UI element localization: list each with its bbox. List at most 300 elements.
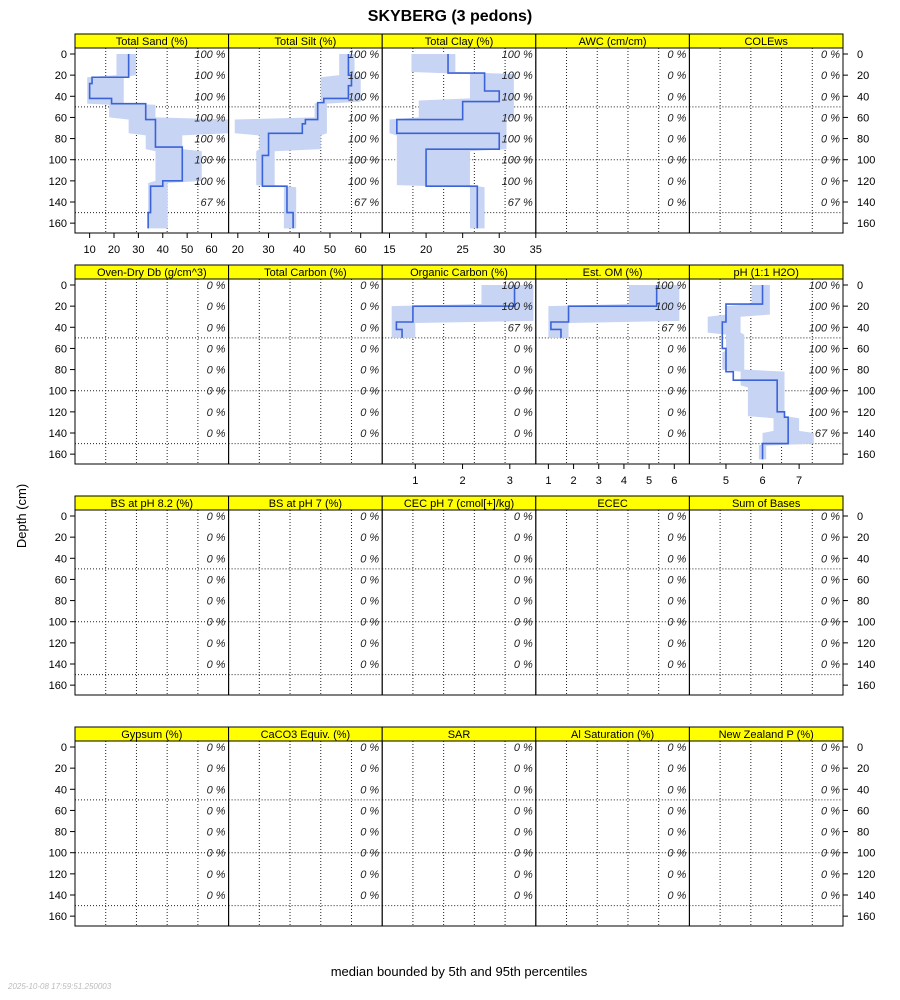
panel-title: CaCO3 Equiv. (%) — [260, 729, 351, 741]
percentile-band — [390, 54, 514, 228]
data-coverage-label: 0 % — [821, 595, 840, 608]
data-coverage-label: 0 % — [206, 826, 226, 839]
data-coverage-label: 0 % — [360, 532, 380, 545]
x-tick-label: 1 — [412, 475, 419, 487]
y-tick-label-right: 100 — [857, 847, 876, 860]
panel-frame — [229, 510, 383, 695]
data-coverage-label: 0 % — [360, 616, 380, 629]
y-tick-label-right: 20 — [857, 70, 870, 83]
y-tick-label-right: 40 — [857, 91, 870, 104]
panel-frame — [382, 510, 536, 695]
data-coverage-label: 100 % — [194, 91, 226, 104]
y-tick-label-right: 120 — [857, 868, 876, 881]
panel-4-1 — [75, 727, 229, 926]
data-coverage-label: 100 % — [194, 133, 226, 146]
data-coverage-label: 67 % — [507, 322, 533, 335]
panel-3-2 — [229, 496, 383, 695]
y-tick-label-left: 60 — [54, 343, 67, 356]
x-tick-label: 15 — [383, 244, 396, 256]
data-coverage-label: 0 % — [667, 868, 687, 881]
data-coverage-label: 0 % — [667, 91, 687, 104]
data-coverage-label: 100 % — [501, 91, 533, 104]
x-tick-label: 5 — [646, 475, 653, 487]
figure-title: SKYBERG (3 pedons) — [367, 8, 533, 25]
data-coverage-label: 100 % — [501, 133, 533, 146]
data-coverage-label: 0 % — [206, 616, 226, 629]
data-coverage-label: 0 % — [360, 322, 380, 335]
data-coverage-label: 0 % — [667, 364, 687, 377]
data-coverage-label: 0 % — [667, 553, 687, 566]
y-tick-label-left: 160 — [48, 911, 67, 924]
data-coverage-label: 100 % — [501, 49, 533, 61]
data-coverage-label: 0 % — [821, 868, 840, 881]
y-tick-label-left: 60 — [54, 805, 67, 818]
data-coverage-label: 0 % — [513, 637, 533, 650]
y-tick-label-right: 120 — [857, 637, 876, 650]
panel-title: Al Saturation (%) — [571, 729, 655, 741]
panel-3-5 — [689, 496, 843, 695]
data-coverage-label: 0 % — [206, 659, 226, 671]
data-coverage-label: 100 % — [655, 301, 687, 314]
y-tick-label-left: 60 — [54, 574, 67, 587]
data-coverage-label: 0 % — [206, 890, 226, 902]
panel-row-3 — [49, 496, 876, 695]
y-tick-label-left: 40 — [54, 322, 67, 335]
data-coverage-label: 0 % — [206, 322, 226, 335]
data-coverage-label: 0 % — [206, 406, 226, 419]
panel-title: AWC (cm/cm) — [578, 36, 647, 48]
data-coverage-label: 0 % — [821, 637, 840, 650]
panel-frame — [689, 510, 843, 695]
x-tick-label: 3 — [595, 475, 602, 487]
y-tick-label-right: 60 — [857, 343, 870, 356]
data-coverage-label: 0 % — [360, 280, 380, 292]
data-coverage-label: 0 % — [360, 406, 380, 419]
panel-row-2 — [49, 265, 876, 487]
y-tick-label-right: 100 — [857, 616, 876, 629]
y-tick-label-left: 100 — [48, 385, 67, 398]
panel-3-1 — [75, 496, 229, 695]
y-tick-label-left: 0 — [60, 49, 67, 61]
data-coverage-label: 0 % — [513, 805, 533, 818]
y-tick-label-left: 20 — [54, 532, 67, 545]
y-tick-label-left: 100 — [48, 616, 67, 629]
data-coverage-label: 0 % — [821, 70, 840, 83]
data-coverage-label: 0 % — [513, 784, 533, 797]
y-tick-label-right: 80 — [857, 133, 870, 146]
data-coverage-label: 0 % — [667, 595, 687, 608]
data-coverage-label: 0 % — [513, 553, 533, 566]
panel-title: SAR — [447, 729, 471, 741]
data-coverage-label: 0 % — [360, 343, 380, 356]
panel-frame — [229, 279, 383, 464]
data-coverage-label: 0 % — [667, 784, 687, 797]
y-tick-label-right: 0 — [857, 280, 864, 292]
data-coverage-label: 0 % — [360, 890, 380, 902]
panel-title: COLEws — [744, 36, 788, 48]
y-tick-label-right: 80 — [857, 595, 870, 608]
y-tick-label-left: 140 — [48, 659, 67, 671]
panel-frame — [75, 510, 229, 695]
y-tick-label-left: 120 — [48, 868, 67, 881]
data-coverage-label: 0 % — [667, 890, 687, 902]
panel-3-4 — [536, 496, 690, 695]
data-coverage-label: 67 % — [507, 197, 533, 209]
y-tick-label-left: 120 — [48, 406, 67, 419]
y-tick-label-left: 160 — [48, 680, 67, 693]
y-tick-label-left: 100 — [48, 847, 67, 860]
data-coverage-label: 0 % — [821, 805, 840, 818]
data-coverage-label: 0 % — [206, 868, 226, 881]
data-coverage-label: 100 % — [347, 49, 380, 61]
y-tick-label-right: 140 — [857, 197, 876, 209]
panel-grid — [49, 34, 876, 926]
panel-title: Sum of Bases — [731, 498, 801, 510]
data-coverage-label: 0 % — [667, 637, 687, 650]
y-tick-label-right: 20 — [857, 532, 870, 545]
panel-title: Organic Carbon (%) — [410, 267, 508, 279]
data-coverage-label: 100 % — [655, 280, 687, 292]
panel-title: Total Silt (%) — [274, 36, 337, 48]
data-coverage-label: 0 % — [821, 175, 840, 188]
panel-title: ECEC — [597, 498, 628, 510]
data-coverage-label: 0 % — [513, 343, 533, 356]
data-coverage-label: 100 % — [808, 385, 840, 398]
data-coverage-label: 0 % — [821, 154, 840, 167]
y-tick-label-left: 40 — [54, 91, 67, 104]
panel-2-4 — [536, 265, 690, 487]
y-tick-label-right: 80 — [857, 826, 870, 839]
panel-title: Total Clay (%) — [424, 36, 494, 48]
data-coverage-label: 0 % — [360, 742, 380, 754]
y-tick-label-right: 40 — [857, 784, 870, 797]
panel-2-2 — [229, 265, 383, 464]
data-coverage-label: 0 % — [513, 659, 533, 671]
panel-1-3 — [382, 34, 542, 256]
data-coverage-label: 0 % — [360, 637, 380, 650]
y-tick-label-right: 0 — [857, 511, 864, 523]
y-tick-label-left: 140 — [48, 890, 67, 902]
y-tick-label-left: 0 — [60, 511, 67, 523]
data-coverage-label: 0 % — [206, 301, 226, 314]
y-tick-label-right: 0 — [857, 49, 864, 61]
data-coverage-label: 67 % — [661, 322, 687, 335]
panel-3-3 — [382, 496, 536, 695]
data-coverage-label: 100 % — [194, 49, 226, 61]
x-tick-label: 2 — [459, 475, 466, 487]
data-coverage-label: 0 % — [206, 742, 226, 754]
data-coverage-label: 0 % — [821, 826, 840, 839]
panel-title: Total Carbon (%) — [264, 267, 347, 279]
panel-title: pH (1:1 H2O) — [733, 267, 799, 279]
y-tick-label-left: 80 — [54, 364, 67, 377]
x-tick-label: 20 — [107, 244, 121, 256]
panel-frame — [536, 741, 690, 926]
y-tick-label-right: 0 — [857, 742, 864, 754]
data-coverage-label: 0 % — [360, 805, 380, 818]
panel-title: BS at pH 8.2 (%) — [110, 498, 194, 510]
data-coverage-label: 0 % — [206, 532, 226, 545]
panel-4-4 — [536, 727, 690, 926]
data-coverage-label: 0 % — [360, 659, 380, 671]
y-tick-label-right: 40 — [857, 553, 870, 566]
data-coverage-label: 100 % — [808, 406, 840, 419]
x-tick-label: 40 — [293, 244, 306, 256]
data-coverage-label: 0 % — [360, 595, 380, 608]
data-coverage-label: 100 % — [501, 112, 533, 125]
panel-4-3 — [382, 727, 536, 926]
data-coverage-label: 100 % — [808, 301, 840, 314]
panel-2-1 — [75, 265, 229, 464]
data-coverage-label: 67 % — [200, 197, 226, 209]
panel-title: BS at pH 7 (%) — [268, 498, 343, 510]
y-tick-label-right: 40 — [857, 322, 870, 335]
data-coverage-label: 0 % — [513, 532, 533, 545]
data-coverage-label: 0 % — [821, 133, 840, 146]
data-coverage-label: 0 % — [667, 742, 687, 754]
data-coverage-label: 0 % — [667, 175, 687, 188]
data-coverage-label: 0 % — [513, 385, 533, 398]
y-tick-label-left: 120 — [48, 637, 67, 650]
data-coverage-label: 0 % — [821, 890, 840, 902]
data-coverage-label: 0 % — [821, 616, 840, 629]
x-tick-label: 1 — [545, 475, 552, 487]
data-coverage-label: 0 % — [821, 197, 840, 209]
data-coverage-label: 100 % — [501, 70, 533, 83]
data-coverage-label: 0 % — [206, 553, 226, 566]
data-coverage-label: 0 % — [667, 197, 687, 209]
data-coverage-label: 0 % — [360, 574, 380, 587]
data-coverage-label: 0 % — [513, 868, 533, 881]
data-coverage-label: 100 % — [194, 112, 226, 125]
y-tick-label-right: 160 — [857, 449, 876, 462]
y-tick-label-right: 160 — [857, 218, 876, 231]
y-tick-label-left: 140 — [48, 428, 67, 440]
data-coverage-label: 100 % — [347, 175, 380, 188]
x-tick-label: 4 — [620, 475, 627, 487]
y-tick-label-left: 160 — [48, 218, 67, 231]
data-coverage-label: 0 % — [206, 280, 226, 292]
data-coverage-label: 100 % — [501, 154, 533, 167]
y-tick-label-right: 140 — [857, 659, 876, 671]
data-coverage-label: 0 % — [206, 511, 226, 523]
panel-title: CEC pH 7 (cmol[+]/kg) — [403, 498, 515, 510]
legend-caption: median bounded by 5th and 95th percentiles — [330, 964, 588, 979]
y-tick-label-left: 20 — [54, 301, 67, 314]
data-coverage-label: 0 % — [667, 805, 687, 818]
y-tick-label-left: 80 — [54, 133, 67, 146]
data-coverage-label: 0 % — [821, 659, 840, 671]
data-coverage-label: 0 % — [821, 532, 840, 545]
x-tick-label: 60 — [354, 244, 367, 256]
data-coverage-label: 0 % — [667, 385, 687, 398]
data-coverage-label: 0 % — [360, 428, 380, 440]
data-coverage-label: 0 % — [206, 595, 226, 608]
data-coverage-label: 0 % — [513, 763, 533, 776]
data-coverage-label: 0 % — [667, 112, 687, 125]
y-tick-label-left: 40 — [54, 784, 67, 797]
x-tick-label: 2 — [570, 475, 577, 487]
x-tick-label: 40 — [156, 244, 169, 256]
y-tick-label-left: 100 — [48, 154, 67, 167]
data-coverage-label: 0 % — [821, 49, 840, 61]
data-coverage-label: 100 % — [808, 343, 840, 356]
data-coverage-label: 0 % — [360, 763, 380, 776]
x-tick-label: 20 — [419, 244, 433, 256]
data-coverage-label: 0 % — [667, 826, 687, 839]
data-coverage-label: 0 % — [360, 364, 380, 377]
x-tick-label: 20 — [231, 244, 244, 256]
y-tick-label-right: 160 — [857, 911, 876, 924]
data-coverage-label: 0 % — [821, 763, 840, 776]
y-tick-label-left: 20 — [54, 763, 67, 776]
data-coverage-label: 0 % — [821, 574, 840, 587]
data-coverage-label: 0 % — [667, 574, 687, 587]
panel-row-1 — [49, 34, 876, 256]
x-tick-label: 7 — [796, 475, 803, 487]
panel-frame — [75, 279, 229, 464]
panel-1-4 — [536, 34, 690, 233]
data-coverage-label: 0 % — [821, 847, 840, 860]
data-coverage-label: 0 % — [513, 511, 533, 523]
data-coverage-label: 0 % — [667, 511, 687, 523]
data-coverage-label: 0 % — [360, 385, 380, 398]
percentile-band — [235, 54, 361, 228]
data-coverage-label: 100 % — [347, 112, 380, 125]
y-tick-label-right: 60 — [857, 112, 870, 125]
panel-4-5 — [689, 727, 843, 926]
data-coverage-label: 100 % — [194, 175, 226, 188]
x-tick-label: 6 — [759, 475, 766, 487]
panel-frame — [229, 741, 383, 926]
panel-title: Est. OM (%) — [582, 267, 643, 279]
data-coverage-label: 0 % — [360, 868, 380, 881]
y-tick-label-right: 100 — [857, 385, 876, 398]
data-coverage-label: 100 % — [347, 70, 380, 83]
x-tick-label: 3 — [506, 475, 513, 487]
data-coverage-label: 0 % — [206, 343, 226, 356]
data-coverage-label: 0 % — [821, 112, 840, 125]
data-coverage-label: 0 % — [821, 553, 840, 566]
y-tick-label-right: 120 — [857, 406, 876, 419]
y-tick-label-right: 100 — [857, 154, 876, 167]
data-coverage-label: 0 % — [667, 847, 687, 860]
x-tick-label: 50 — [181, 244, 194, 256]
data-coverage-label: 0 % — [206, 428, 226, 440]
data-coverage-label: 100 % — [501, 175, 533, 188]
y-tick-label-right: 140 — [857, 428, 876, 440]
data-coverage-label: 0 % — [206, 847, 226, 860]
data-coverage-label: 0 % — [667, 406, 687, 419]
panel-title: Oven-Dry Db (g/cm^3) — [96, 267, 207, 279]
data-coverage-label: 0 % — [667, 428, 687, 440]
x-tick-label: 35 — [529, 244, 542, 256]
y-tick-label-left: 40 — [54, 553, 67, 566]
x-tick-label: 30 — [132, 244, 145, 256]
data-coverage-label: 67 % — [354, 197, 380, 209]
data-coverage-label: 0 % — [513, 406, 533, 419]
data-coverage-label: 100 % — [808, 280, 840, 292]
panel-frame — [689, 48, 843, 233]
data-coverage-label: 0 % — [513, 847, 533, 860]
data-coverage-label: 0 % — [667, 659, 687, 671]
x-tick-label: 50 — [323, 244, 337, 256]
data-coverage-label: 100 % — [808, 364, 840, 377]
y-tick-label-right: 20 — [857, 763, 870, 776]
data-coverage-label: 0 % — [360, 511, 380, 523]
data-coverage-label: 67 % — [814, 428, 840, 440]
data-coverage-label: 0 % — [206, 574, 226, 587]
data-coverage-label: 0 % — [360, 553, 380, 566]
y-tick-label-right: 20 — [857, 301, 870, 314]
y-tick-label-right: 160 — [857, 680, 876, 693]
data-coverage-label: 0 % — [513, 890, 533, 902]
data-coverage-label: 0 % — [206, 364, 226, 377]
y-tick-label-right: 80 — [857, 364, 870, 377]
data-coverage-label: 100 % — [501, 280, 533, 292]
x-tick-label: 25 — [456, 244, 469, 256]
data-coverage-label: 0 % — [821, 742, 840, 754]
y-tick-label-left: 160 — [48, 449, 67, 462]
x-tick-label: 30 — [493, 244, 506, 256]
panel-2-3 — [382, 265, 536, 487]
panel-frame — [382, 741, 536, 926]
data-coverage-label: 0 % — [667, 532, 687, 545]
panel-frame — [689, 741, 843, 926]
x-tick-label: 30 — [262, 244, 275, 256]
panel-2-5 — [689, 265, 843, 487]
x-tick-label: 6 — [671, 475, 678, 487]
panel-title: Total Sand (%) — [115, 36, 188, 48]
data-coverage-label: 0 % — [667, 70, 687, 83]
y-tick-label-left: 140 — [48, 197, 67, 209]
data-coverage-label: 0 % — [667, 49, 687, 61]
data-coverage-label: 100 % — [194, 154, 226, 167]
data-coverage-label: 100 % — [194, 70, 226, 83]
panel-1-2 — [229, 34, 383, 256]
data-coverage-label: 0 % — [513, 428, 533, 440]
x-tick-label: 5 — [722, 475, 730, 487]
panel-1-1 — [75, 34, 229, 256]
y-tick-label-right: 120 — [857, 175, 876, 188]
y-tick-label-left: 120 — [48, 175, 67, 188]
panel-frame — [536, 510, 690, 695]
panel-row-4 — [49, 727, 876, 926]
data-coverage-label: 100 % — [347, 133, 380, 146]
data-coverage-label: 0 % — [513, 364, 533, 377]
panel-1-5 — [689, 34, 843, 233]
data-coverage-label: 0 % — [513, 616, 533, 629]
data-coverage-label: 100 % — [347, 91, 380, 104]
data-coverage-label: 0 % — [667, 763, 687, 776]
data-coverage-label: 0 % — [206, 784, 226, 797]
y-tick-label-left: 80 — [54, 826, 67, 839]
y-tick-label-right: 60 — [857, 805, 870, 818]
y-tick-label-left: 60 — [54, 112, 67, 125]
x-tick-label: 10 — [83, 244, 96, 256]
timestamp: 2025-10-08 17:59:51.250003 — [8, 982, 112, 991]
data-coverage-label: 0 % — [513, 826, 533, 839]
panel-title: New Zealand P (%) — [718, 729, 814, 741]
y-axis-label: Depth (cm) — [14, 483, 29, 549]
data-coverage-label: 0 % — [667, 343, 687, 356]
data-coverage-label: 0 % — [667, 133, 687, 146]
y-tick-label-left: 20 — [54, 70, 67, 83]
y-tick-label-left: 0 — [60, 742, 67, 754]
data-coverage-label: 0 % — [206, 637, 226, 650]
data-coverage-label: 0 % — [360, 826, 380, 839]
data-coverage-label: 0 % — [206, 805, 226, 818]
